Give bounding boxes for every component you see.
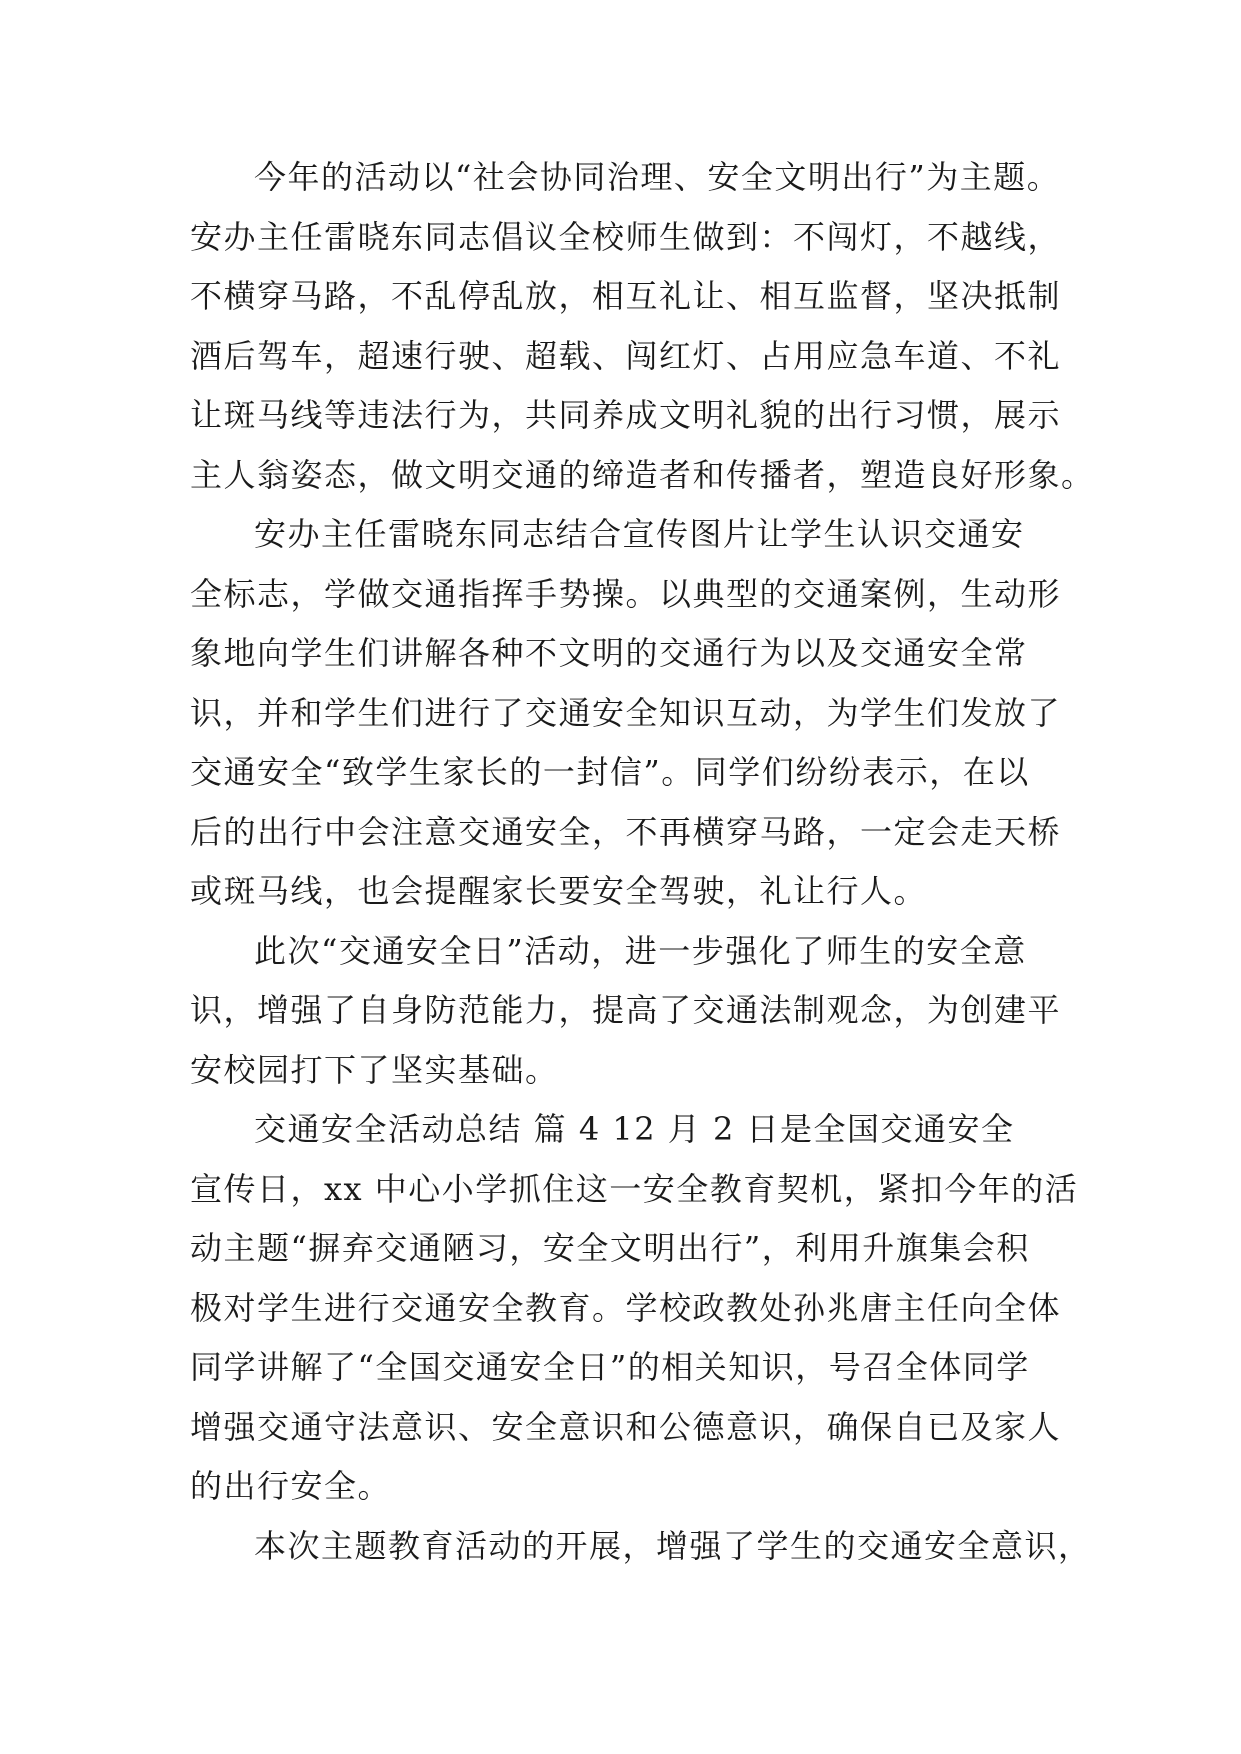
text-line: 交通安全“致学生家长的一封信”。同学们纷纷表示，在以 [190,753,1030,791]
document-body [190,148,1095,1576]
text-line: 或斑马线，也会提醒家长要安全驾驶，礼让行人。 [190,872,928,910]
text-line: 主人翁姿态，做文明交通的缔造者和传播者，塑造良好形象。 [190,455,1095,494]
text-line: 同学讲解了“全国交通安全日”的相关知识，号召全体同学 [190,1348,1030,1386]
text-line: 全标志，学做交通指挥手势操。以典型的交通案例，生动形 [190,574,1062,613]
text-line: 本次主题教育活动的开展，增强了学生的交通安全意识， [254,1526,1092,1565]
text-line: 象地向学生们讲解各种不文明的交通行为以及交通安全常 [190,634,1028,672]
text-line: 增强交通守法意识、安全意识和公德意识，确保自已及家人 [190,1407,1062,1446]
text-line: 让斑马线等违法行为，共同养成文明礼貌的出行习惯，展示 [190,396,1062,434]
text-line: 酒后驾车，超速行驶、超载、闯红灯、占用应急车道、不礼 [190,336,1062,375]
text-line: 的出行安全。 [190,1467,392,1505]
text-line: 不横穿马路，不乱停乱放，相互礼让、相互监督，坚决抵制 [190,277,1062,315]
text-line: 今年的活动以“社会协同治理、安全文明出行”为主题。 [254,158,1061,196]
text-line: 极对学生进行交通安全教育。学校政教处孙兆唐主任向全体 [190,1288,1062,1327]
text-line: 交通安全活动总结 篇 4 12 月 2 日是全国交通安全 [254,1110,1015,1148]
text-line: 安校园打下了坚实基础。 [190,1050,559,1089]
text-line: 识，增强了自身防范能力，提高了交通法制观念，为创建平 [190,991,1062,1029]
text-line: 安办主任雷晓东同志倡议全校师生做到：不闯灯，不越线， [190,217,1062,256]
text-line: 宣传日，xx 中心小学抓住这一安全教育契机，紧扣今年的活 [190,1169,1079,1208]
text-line: 后的出行中会注意交通安全，不再横穿马路，一定会走天桥 [190,812,1062,851]
text-line: 动主题“摒弃交通陋习，安全文明出行”，利用升旗集会积 [190,1229,1030,1267]
text-line: 识，并和学生们进行了交通安全知识互动，为学生们发放了 [190,693,1062,732]
text-line: 此次“交通安全日”活动，进一步强化了师生的安全意 [254,931,1027,970]
text-line: 安办主任雷晓东同志结合宣传图片让学生认识交通安 [254,515,1025,553]
